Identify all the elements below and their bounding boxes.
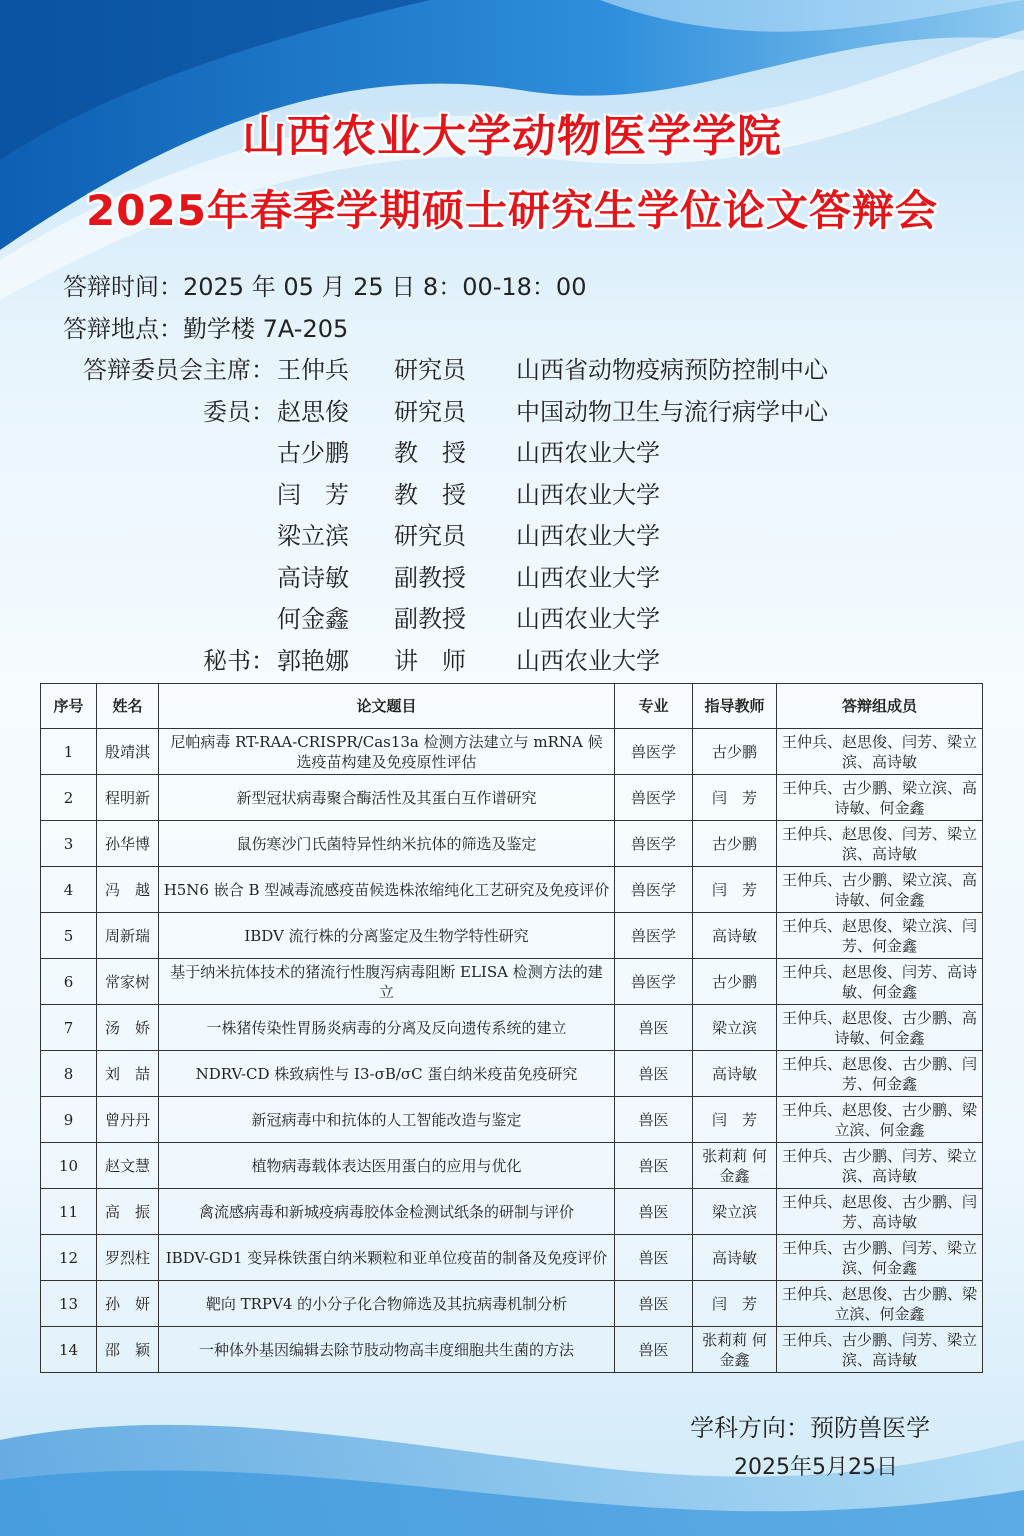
table-row (41, 775, 983, 821)
header-name: 姓名 (97, 684, 159, 729)
cell-title: H5N6 嵌合 B 型减毒流感疫苗候选株浓缩纯化工艺研究及免疫评价 (159, 867, 615, 913)
cell-advisor: 闫 芳 (693, 1097, 777, 1143)
cell-name: 汤 娇 (97, 1005, 159, 1051)
committee-org: 山西农业大学 (516, 647, 660, 675)
committee-org: 山西农业大学 (516, 439, 660, 467)
cell-name: 孙 妍 (97, 1281, 159, 1327)
cell-name: 常家树 (97, 959, 159, 1005)
cell-name: 孙华博 (97, 821, 159, 867)
event-title: 2025年春季学期硕士研究生学位论文答辩会 (86, 186, 938, 235)
cell-name: 赵文慧 (97, 1143, 159, 1189)
table-row (41, 959, 983, 1005)
defense-place-value: 勤学楼 7A-205 (183, 315, 349, 343)
table-row (41, 821, 983, 867)
cell-no: 1 (41, 729, 97, 775)
cell-members: 王仲兵、赵思俊、古少鹏、闫芳、何金鑫 (777, 1051, 983, 1097)
cell-name: 程明新 (97, 775, 159, 821)
committee-name: 古少鹏 (277, 439, 349, 467)
cell-major: 兽医 (615, 1327, 693, 1373)
cell-members: 王仲兵、古少鹏、梁立滨、高诗敏、何金鑫 (777, 775, 983, 821)
table-row (41, 1189, 983, 1235)
defense-place (63, 309, 348, 344)
committee-row (0, 558, 1024, 590)
cell-advisor: 梁立滨 (693, 1189, 777, 1235)
cell-title: 基于纳米抗体技术的猪流行性腹泻病毒阻断 ELISA 检测方法的建立 (159, 959, 615, 1005)
cell-major: 兽医学 (615, 729, 693, 775)
date: 2025年5月25日 (734, 1455, 898, 1480)
cell-members: 王仲兵、赵思俊、古少鹏、梁立滨、何金鑫 (777, 1281, 983, 1327)
cell-no: 14 (41, 1327, 97, 1373)
committee-row (0, 641, 1024, 673)
table-row (41, 1281, 983, 1327)
cell-title: 鼠伤寒沙门氏菌特异性纳米抗体的筛选及鉴定 (159, 821, 615, 867)
cell-no: 8 (41, 1051, 97, 1097)
cell-major: 兽医学 (615, 867, 693, 913)
cell-major: 兽医 (615, 1005, 693, 1051)
table-row (41, 1327, 983, 1373)
committee-org: 山西农业大学 (516, 481, 660, 509)
cell-advisor: 梁立滨 (693, 1005, 777, 1051)
committee-title: 副教授 (394, 605, 466, 633)
table-row (41, 1235, 983, 1281)
cell-name: 曾丹丹 (97, 1097, 159, 1143)
cell-members: 王仲兵、古少鹏、梁立滨、高诗敏、何金鑫 (777, 867, 983, 913)
cell-no: 11 (41, 1189, 97, 1235)
cell-members: 王仲兵、古少鹏、闫芳、梁立滨、何金鑫 (777, 1235, 983, 1281)
header-major: 专业 (615, 684, 693, 729)
cell-major: 兽医 (615, 1051, 693, 1097)
cell-major: 兽医学 (615, 821, 693, 867)
cell-name: 邵 颖 (97, 1327, 159, 1373)
cell-title: 禽流感病毒和新城疫病毒胶体金检测试纸条的研制与评价 (159, 1189, 615, 1235)
header-advisor: 指导教师 (693, 684, 777, 729)
cell-members: 王仲兵、赵思俊、闫芳、梁立滨、高诗敏 (777, 821, 983, 867)
cell-major: 兽医 (615, 1143, 693, 1189)
cell-members: 王仲兵、古少鹏、闫芳、梁立滨、高诗敏 (777, 1143, 983, 1189)
cell-advisor: 高诗敏 (693, 1235, 777, 1281)
discipline: 学科方向：预防兽医学 (690, 1414, 930, 1442)
cell-title: 尼帕病毒 RT-RAA-CRISPR/Cas13a 检测方法建立与 mRNA 候选疫苗构建及免疫原性评估 (159, 729, 615, 775)
committee-name: 高诗敏 (277, 564, 349, 592)
cell-title: 一株猪传染性胃肠炎病毒的分离及反向遗传系统的建立 (159, 1005, 615, 1051)
committee-title: 研究员 (394, 356, 466, 384)
committee-title: 教 授 (394, 439, 466, 467)
table-row (41, 867, 983, 913)
cell-no: 6 (41, 959, 97, 1005)
cell-title: 新型冠状病毒聚合酶活性及其蛋白互作谱研究 (159, 775, 615, 821)
defense-time-value: 2025 年 05 月 25 日 8：00-18：00 (183, 273, 587, 301)
committee-org: 山西农业大学 (516, 605, 660, 633)
cell-major: 兽医学 (615, 959, 693, 1005)
cell-major: 兽医学 (615, 775, 693, 821)
cell-no: 12 (41, 1235, 97, 1281)
committee-name: 闫 芳 (277, 481, 349, 509)
cell-advisor: 高诗敏 (693, 1051, 777, 1097)
cell-no: 7 (41, 1005, 97, 1051)
committee-row (0, 433, 1024, 465)
defense-time (63, 267, 586, 302)
cell-advisor: 古少鹏 (693, 821, 777, 867)
cell-name: 刘 喆 (97, 1051, 159, 1097)
committee-title: 研究员 (394, 522, 466, 550)
committee-row (0, 599, 1024, 631)
header-no: 序号 (41, 684, 97, 729)
cell-major: 兽医学 (615, 913, 693, 959)
table-row (41, 1097, 983, 1143)
table-row (41, 913, 983, 959)
cell-title: NDRV-CD 株致病性与 I3-σB/σC 蛋白纳米疫苗免疫研究 (159, 1051, 615, 1097)
cell-no: 3 (41, 821, 97, 867)
cell-major: 兽医 (615, 1097, 693, 1143)
cell-no: 10 (41, 1143, 97, 1189)
cell-members: 王仲兵、赵思俊、古少鹏、梁立滨、何金鑫 (777, 1097, 983, 1143)
committee-row (0, 516, 1024, 548)
cell-no: 13 (41, 1281, 97, 1327)
cell-advisor: 张莉莉 何金鑫 (693, 1143, 777, 1189)
defense-place-label: 答辩地点： (63, 315, 183, 343)
cell-title: IBDV-GD1 变异株铁蛋白纳米颗粒和亚单位疫苗的制备及免疫评价 (159, 1235, 615, 1281)
cell-title: 植物病毒载体表达医用蛋白的应用与优化 (159, 1143, 615, 1189)
cell-no: 5 (41, 913, 97, 959)
table-row (41, 1051, 983, 1097)
committee-name: 梁立滨 (277, 522, 349, 550)
cell-advisor: 闫 芳 (693, 867, 777, 913)
cell-members: 王仲兵、古少鹏、闫芳、梁立滨、高诗敏 (777, 1327, 983, 1373)
cell-name: 殷靖淇 (97, 729, 159, 775)
committee-org: 中国动物卫生与流行病学中心 (516, 398, 828, 426)
cell-title: 靶向 TRPV4 的小分子化合物筛选及其抗病毒机制分析 (159, 1281, 615, 1327)
table-body (41, 729, 983, 1373)
cell-no: 2 (41, 775, 97, 821)
header-members: 答辩组成员 (777, 684, 983, 729)
committee-title: 研究员 (394, 398, 466, 426)
cell-members: 王仲兵、赵思俊、古少鹏、闫芳、高诗敏 (777, 1189, 983, 1235)
cell-no: 4 (41, 867, 97, 913)
cell-members: 王仲兵、赵思俊、梁立滨、闫芳、何金鑫 (777, 913, 983, 959)
cell-name: 罗烈柱 (97, 1235, 159, 1281)
cell-name: 周新瑞 (97, 913, 159, 959)
committee-row (0, 475, 1024, 507)
thesis-table (40, 683, 983, 1373)
cell-name: 冯 越 (97, 867, 159, 913)
committee-name: 郭艳娜 (277, 647, 349, 675)
committee-role-label: 秘书： (203, 647, 275, 675)
committee-role-label: 委员： (203, 398, 275, 426)
table-row (41, 1005, 983, 1051)
committee-name: 王仲兵 (277, 356, 349, 384)
cell-major: 兽医 (615, 1189, 693, 1235)
committee-role-label: 答辩委员会主席： (83, 356, 275, 384)
table-row (41, 1143, 983, 1189)
cell-advisor: 古少鹏 (693, 959, 777, 1005)
cell-title: IBDV 流行株的分离鉴定及生物学特性研究 (159, 913, 615, 959)
cell-advisor: 张莉莉 何金鑫 (693, 1327, 777, 1373)
committee-name: 赵思俊 (277, 398, 349, 426)
committee-org: 山西农业大学 (516, 522, 660, 550)
defense-time-label: 答辩时间： (63, 273, 183, 301)
institution-title: 山西农业大学动物医学学院 (242, 111, 782, 162)
cell-advisor: 闫 芳 (693, 1281, 777, 1327)
committee-name: 何金鑫 (277, 605, 349, 633)
header-title: 论文题目 (159, 684, 615, 729)
committee-title: 教 授 (394, 481, 466, 509)
cell-advisor: 闫 芳 (693, 775, 777, 821)
committee-title: 讲 师 (394, 647, 466, 675)
committee-title: 副教授 (394, 564, 466, 592)
cell-advisor: 高诗敏 (693, 913, 777, 959)
committee-org: 山西农业大学 (516, 564, 660, 592)
cell-major: 兽医 (615, 1281, 693, 1327)
committee-row (0, 350, 1024, 382)
cell-members: 王仲兵、赵思俊、闫芳、高诗敏、何金鑫 (777, 959, 983, 1005)
cell-name: 高 振 (97, 1189, 159, 1235)
cell-major: 兽医 (615, 1235, 693, 1281)
table-header-row (41, 684, 983, 729)
cell-members: 王仲兵、赵思俊、古少鹏、高诗敏、何金鑫 (777, 1005, 983, 1051)
cell-title: 一种体外基因编辑去除节肢动物高丰度细胞共生菌的方法 (159, 1327, 615, 1373)
cell-members: 王仲兵、赵思俊、闫芳、梁立滨、高诗敏 (777, 729, 983, 775)
committee-row (0, 392, 1024, 424)
cell-advisor: 古少鹏 (693, 729, 777, 775)
committee-org: 山西省动物疫病预防控制中心 (516, 356, 828, 384)
cell-no: 9 (41, 1097, 97, 1143)
table-row (41, 729, 983, 775)
cell-title: 新冠病毒中和抗体的人工智能改造与鉴定 (159, 1097, 615, 1143)
